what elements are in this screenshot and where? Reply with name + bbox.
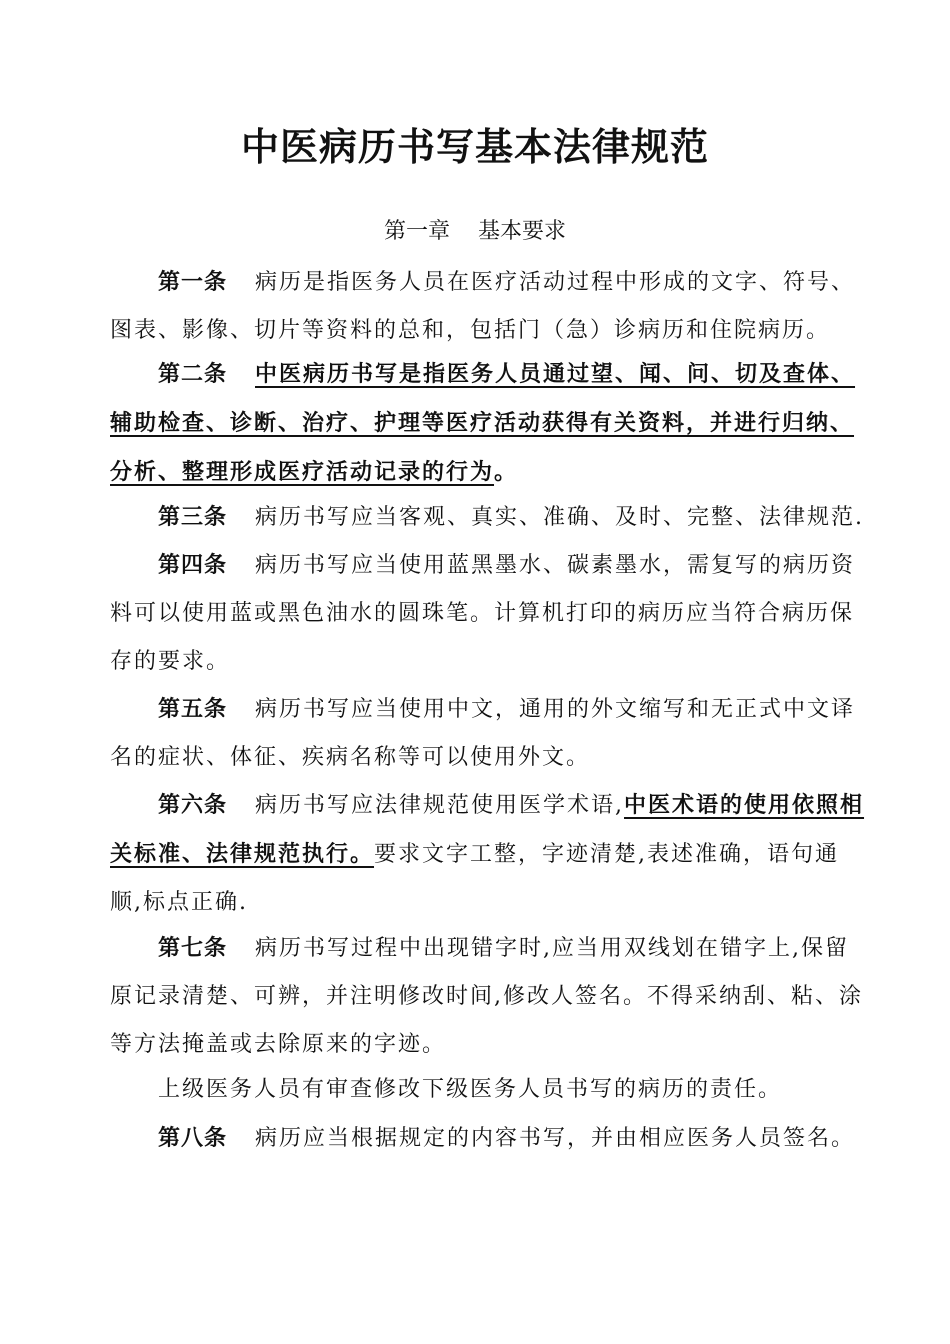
article-text: 病历应当根据规定的内容书写，并由相应医务人员签名。 (255, 1126, 856, 1151)
chapter-number: 第一章 (383, 219, 450, 244)
article-emphasis: 中医病历书写是指医务人员通过望、闻、问、切及查体、辅助检查、诊断、治疗、护理等医疗活动获得有关资料，并进行归纳、分析、整理形成医疗活动记录的行为 (110, 361, 856, 485)
article-6 (110, 781, 870, 927)
chapter-heading (0, 214, 950, 245)
article-label: 第三条 (158, 505, 228, 530)
article-text: 病历书写应当使用中文，通用的外文缩写和无正式中文译名的症状、体征、疾病名称等可以使用外文。 (110, 697, 856, 770)
article-2 (110, 350, 870, 497)
article-label: 第五条 (158, 697, 228, 722)
document-title: 中医病历书写基本法律规范 (240, 124, 709, 169)
article-8 (110, 1115, 870, 1163)
article-7 (110, 925, 870, 1069)
article-3 (110, 494, 870, 542)
article-label: 第一条 (158, 270, 228, 295)
article-label: 第四条 (158, 553, 228, 578)
article-text: 病历书写过程中出现错字时,应当用双线划在错字上,保留原记录清楚、可辨，并注明修改时间,修改人签名。不得采纳刮、粘、涂等方法掩盖或去除原来的字迹。 (110, 936, 863, 1057)
chapter-name: 基本要求 (478, 219, 567, 244)
article-text: 上级医务人员有审查修改下级医务人员书写的病历的责任。 (158, 1077, 783, 1102)
article-text: 病历书写应当客观、真实、准确、及时、完整、法律规范. (255, 505, 865, 530)
article-text: 病历是指医务人员在医疗活动过程中形成的文字、符号、图表、影像、切片等资料的总和，包括门（急）诊病历和住院病历。 (110, 270, 856, 343)
article-5 (110, 686, 870, 782)
article-7-paragraph-2 (110, 1066, 870, 1114)
article-emphasis: 中医术语的使用依照相关标准、法律规范执行。 (110, 792, 865, 867)
article-tail: 要求文字工整，字迹清楚,表述准确，语句通顺,标点正确. (110, 842, 840, 915)
article-lead: 病历书写应法律规范使用医学术语, (255, 793, 625, 818)
article-label: 第六条 (158, 793, 228, 818)
article-label: 第二条 (158, 362, 228, 387)
article-tail: 。 (494, 459, 519, 485)
article-4 (110, 542, 870, 686)
article-1 (110, 259, 870, 355)
article-text: 病历书写应当使用蓝黑墨水、碳素墨水，需复写的病历资料可以使用蓝或黑色油水的圆珠笔。计算机打印的病历应当符合病历保存的要求。 (110, 553, 856, 674)
article-label: 第七条 (158, 936, 228, 961)
article-label: 第八条 (158, 1126, 228, 1151)
